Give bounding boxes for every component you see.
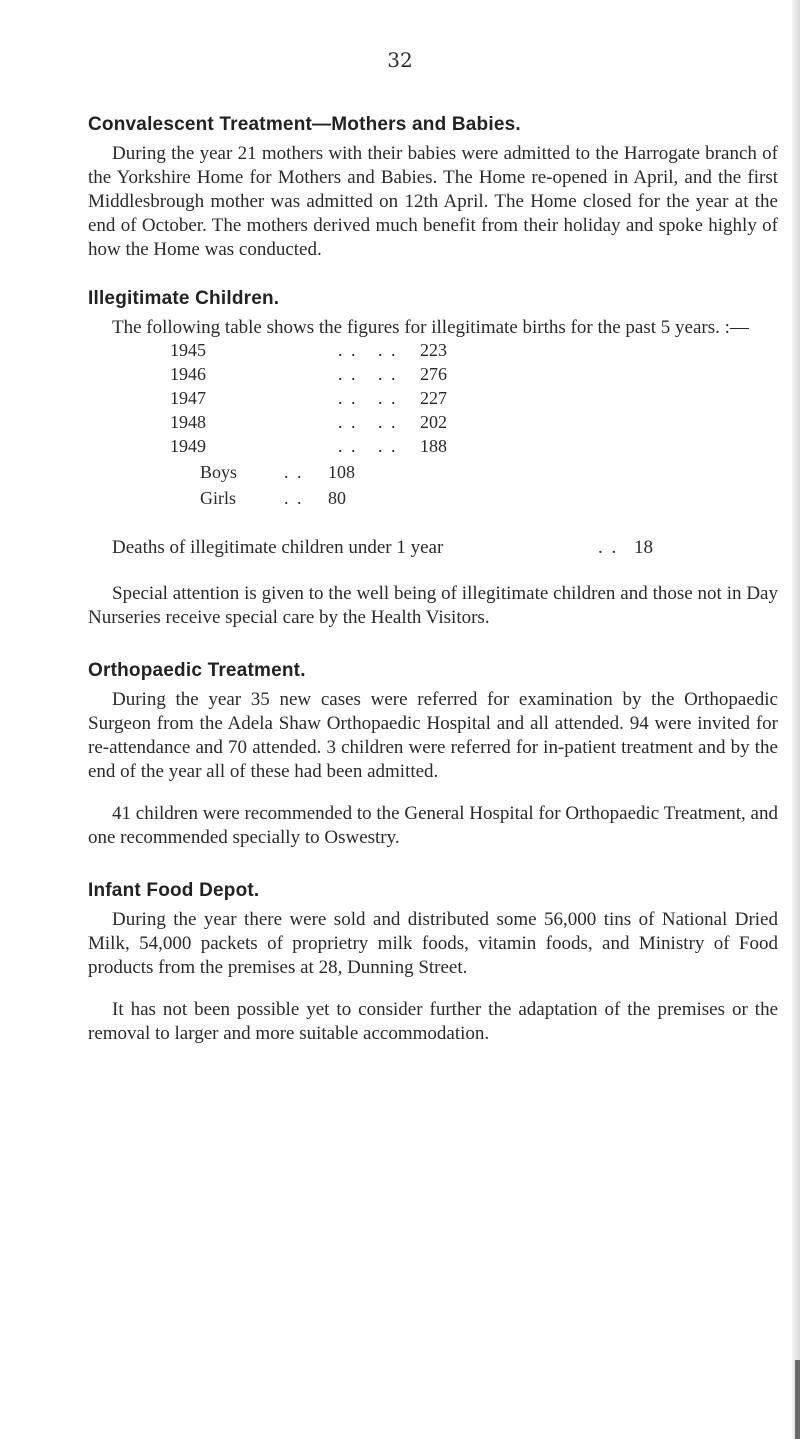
page-number: 32 <box>387 48 413 72</box>
heading-infant-food: Infant Food Depot. <box>88 880 260 901</box>
table-year: 1945 <box>170 340 206 360</box>
deaths-line <box>88 536 778 560</box>
table-year: 1949 <box>170 436 206 456</box>
table-leader: . . <box>378 340 398 360</box>
table-row <box>88 462 778 486</box>
table-row <box>88 340 778 364</box>
table-births: 188 <box>420 436 447 456</box>
table-leader: . . <box>378 412 398 432</box>
table-births: 202 <box>420 412 447 432</box>
sex-label: Girls <box>200 488 236 508</box>
paragraph-illegitimate-intro: The following table shows the figures for illegitimate births for the past 5 years. :— <box>112 317 749 338</box>
deaths-leader: . . <box>598 537 619 558</box>
sex-count: 80 <box>328 488 346 508</box>
paragraph-infant-food-2: It has not been possible yet to consider further the adaptation of the premises or the removal to larger and more suitable accommodation. <box>88 999 778 1044</box>
table-leader: . . <box>338 436 358 456</box>
table-leader: . . <box>338 364 358 384</box>
table-row <box>88 488 778 512</box>
page-edge-dark <box>795 1360 800 1439</box>
sex-label: Boys <box>200 462 238 482</box>
table-leader: . . <box>378 364 398 384</box>
table-row <box>88 436 778 460</box>
table-births: 227 <box>420 388 447 408</box>
page-content <box>88 100 778 1046</box>
table-leader: . . <box>338 412 358 432</box>
deaths-label: Deaths of illegitimate children under 1 year <box>112 537 444 558</box>
paragraph-orthopaedic-2: 41 children were recommended to the General Hospital for Orthopaedic Treatment, and one recommended specially to Oswestry. <box>88 803 778 848</box>
table-year: 1946 <box>170 364 206 384</box>
table-leader: . . <box>378 436 398 456</box>
table-row <box>88 388 778 412</box>
heading-convalescent: Convalescent Treatment—Mothers and Babies. <box>88 114 521 135</box>
table-row <box>88 364 778 388</box>
paragraph-convalescent: During the year 21 mothers with their babies were admitted to the Harrogate branch of the Yorkshire Home for Mothers and Babies. The Home re-opened in April, and the first Middlesbrough mother was admitted on 12th April. The Home closed for the year at the end of October. The mothers derived much benefit from their holiday and spoke highly of how the Home was conducted. <box>88 143 778 260</box>
sex-count: 108 <box>328 462 355 482</box>
table-year: 1948 <box>170 412 206 432</box>
table-year: 1947 <box>170 388 206 408</box>
heading-illegitimate: Illegitimate Children. <box>88 288 280 309</box>
paragraph-illegitimate-care: Special attention is given to the well being of illegitimate children and those not in Day Nurseries receive special care by the Health Visitors. <box>88 583 778 628</box>
paragraph-orthopaedic-1: During the year 35 new cases were referred for examination by the Orthopaedic Surgeon from the Adela Shaw Orthopaedic Hospital and all attended. 94 were invited for re-attendance and 70 attended. 3 children were referred for in-patient treatment and by the end of the year all of these had been admitted. <box>88 689 778 782</box>
table-leader: . . <box>284 488 304 508</box>
deaths-value: 18 <box>634 537 653 558</box>
table-births: 276 <box>420 364 447 384</box>
table-births: 223 <box>420 340 447 360</box>
table-row <box>88 412 778 436</box>
table-leader: . . <box>378 388 398 408</box>
paragraph-infant-food-1: During the year there were sold and distributed some 56,000 tins of National Dried Milk, 54,000 packets of proprietry milk foods, vitamin foods, and Ministry of Food products from the premises at 28, Dunning Street. <box>88 909 778 978</box>
table-leader: . . <box>284 462 304 482</box>
page-edge-shadow <box>792 0 800 1439</box>
heading-orthopaedic: Orthopaedic Treatment. <box>88 660 306 681</box>
table-leader: . . <box>338 388 358 408</box>
illegitimate-births-table <box>88 340 778 508</box>
table-leader: . . <box>338 340 358 360</box>
